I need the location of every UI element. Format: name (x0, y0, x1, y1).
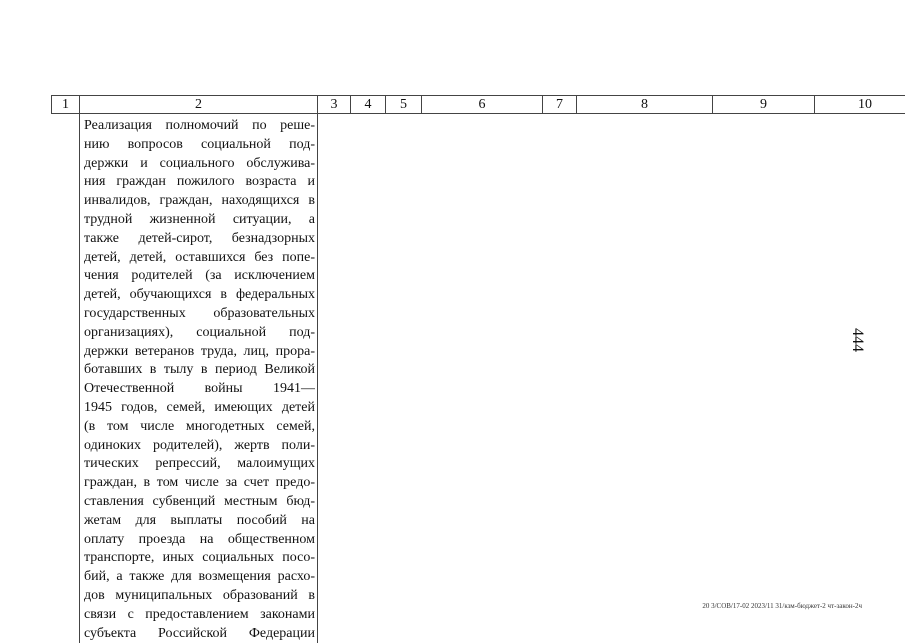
description-line: оплату проезда на общественном (84, 531, 315, 550)
table-row (52, 114, 905, 643)
description-line: субъекта Российской Федерации (84, 625, 315, 643)
description-line: 1945 годов, семей, имеющих детей (84, 399, 315, 418)
column-header-1: 1 (52, 96, 80, 114)
description-line: граждан, в том числе за счет предо- (84, 474, 315, 493)
description-line: детей, детей, оставшихся без попе- (84, 249, 315, 268)
description-line: ния граждан пожилого возраста и (84, 173, 315, 192)
document-footer-code: 20 3/СОВ/17-02 2023/11 31/кзм-бюджет-2 чт-закон-2ч (702, 602, 862, 610)
description-line: детей, обучающихся в федеральных (84, 286, 315, 305)
description-line: инвалидов, граждан, находящихся в (84, 192, 315, 211)
column-header-3: 3 (318, 96, 351, 114)
description-line: (в том числе многодетных семей, (84, 418, 315, 437)
description-line: жетам для выплаты пособий на (84, 512, 315, 531)
budget-table (51, 95, 905, 643)
column-header-7: 7 (543, 96, 577, 114)
cell-col-8 (577, 114, 713, 643)
expenditure-description (80, 114, 318, 643)
description-line: организациях), социальной под- (84, 324, 315, 343)
description-line: чения родителей (за исключением (84, 267, 315, 286)
column-header-8: 8 (577, 96, 713, 114)
cell-col-3 (318, 114, 351, 643)
description-line: государственных образовательных (84, 305, 315, 324)
cell-col-7 (543, 114, 577, 643)
description-line: одиноких родителей), жертв поли- (84, 437, 315, 456)
cell-col-1 (52, 114, 80, 643)
description-line: нию вопросов социальной под- (84, 136, 315, 155)
cell-col-6 (422, 114, 543, 643)
description-line: тических репрессий, малоимущих (84, 455, 315, 474)
column-header-10: 10 (815, 96, 905, 114)
description-line: Реализация полномочий по реше- (84, 117, 315, 136)
description-line: также детей-сирот, безнадзорных (84, 230, 315, 249)
cell-col-5 (386, 114, 422, 643)
description-line: Отечественной войны 1941— (84, 380, 315, 399)
budget-table-wrapper (51, 95, 865, 643)
column-header-4: 4 (351, 96, 386, 114)
description-line: дов муниципальных образований в (84, 587, 315, 606)
description-line: ставления субвенций местным бюд- (84, 493, 315, 512)
description-line: трудной жизненной ситуации, а (84, 211, 315, 230)
column-number-row (52, 96, 905, 114)
cell-col-10 (815, 114, 905, 643)
description-line: ботавших в тылу в период Великой (84, 361, 315, 380)
page-number: 444 (848, 328, 866, 352)
column-header-2: 2 (80, 96, 318, 114)
column-header-5: 5 (386, 96, 422, 114)
description-line: держки и социального обслужива- (84, 155, 315, 174)
cell-col-4 (351, 114, 386, 643)
description-line: связи с предоставлением законами (84, 606, 315, 625)
column-header-6: 6 (422, 96, 543, 114)
description-line: бий, а также для возмещения расхо- (84, 568, 315, 587)
description-line: транспорте, иных социальных посо- (84, 549, 315, 568)
description-line: держки ветеранов труда, лиц, прора- (84, 343, 315, 362)
cell-col-9 (713, 114, 815, 643)
column-header-9: 9 (713, 96, 815, 114)
